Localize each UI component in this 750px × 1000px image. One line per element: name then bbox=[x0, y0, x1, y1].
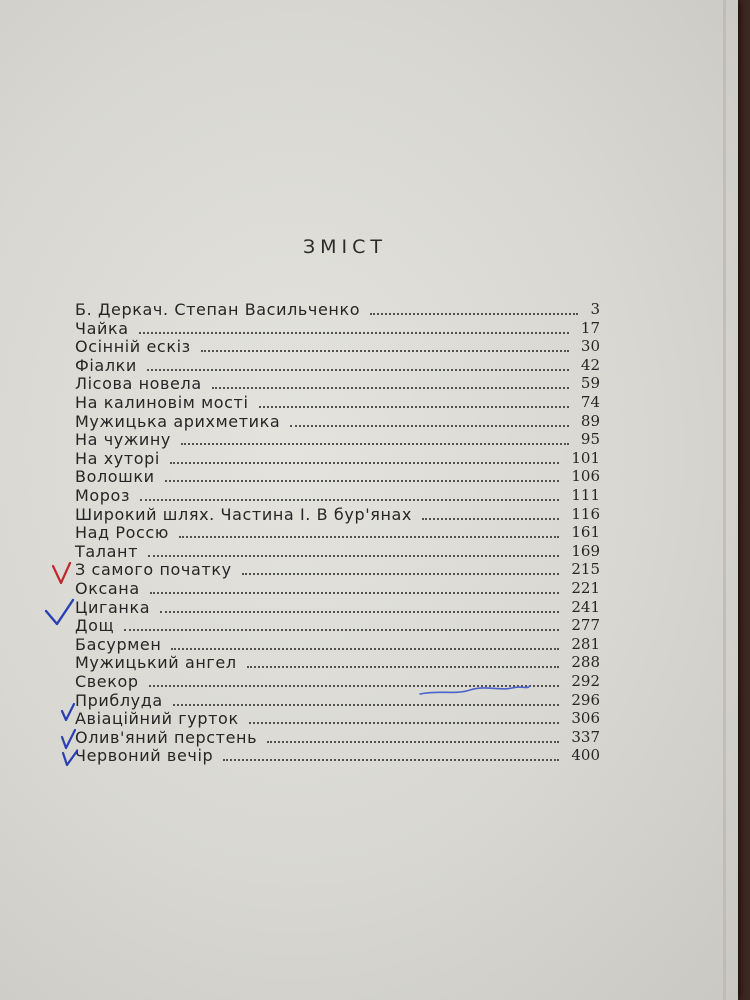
toc-entry bbox=[75, 467, 600, 486]
toc-leader-dots bbox=[173, 700, 560, 706]
toc-entry bbox=[75, 728, 600, 747]
toc-leader-dots bbox=[242, 569, 560, 575]
toc-page-number: 42 bbox=[580, 355, 600, 374]
toc-entry-title: Фіалки bbox=[75, 355, 137, 375]
toc-leader-dots bbox=[212, 383, 569, 389]
toc-entry bbox=[75, 523, 600, 542]
toc-page-number: 116 bbox=[571, 504, 600, 523]
toc-entry bbox=[75, 486, 600, 505]
toc-page-number: 296 bbox=[571, 690, 600, 709]
toc-entry-title: Басурмен bbox=[75, 634, 162, 654]
toc-entry bbox=[75, 598, 600, 617]
toc-entry-title: Волошки bbox=[75, 467, 155, 487]
toc-leader-dots bbox=[201, 346, 569, 352]
toc-leader-dots bbox=[370, 309, 578, 315]
toc-leader-dots bbox=[149, 681, 560, 687]
toc-page-number: 241 bbox=[571, 597, 600, 616]
toc-page-number: 111 bbox=[571, 486, 600, 504]
toc-entry-title: Свекор bbox=[75, 672, 139, 691]
toc-entry-title: Б. Деркач. Степан Васильченко bbox=[75, 300, 361, 319]
toc-page-number: 169 bbox=[571, 541, 600, 560]
toc-entry bbox=[75, 635, 600, 654]
toc-entry bbox=[75, 709, 600, 728]
toc-page-number: 400 bbox=[571, 746, 600, 765]
toc-page-number: 306 bbox=[571, 709, 600, 728]
toc-entry-title: Чайка bbox=[75, 318, 129, 338]
toc-entry bbox=[75, 449, 600, 468]
toc-page-number: 89 bbox=[580, 411, 600, 430]
toc-page-number: 106 bbox=[571, 467, 600, 486]
toc-leader-dots bbox=[223, 755, 559, 761]
toc-entry bbox=[75, 691, 600, 710]
toc-entry bbox=[75, 319, 600, 338]
toc-leader-dots bbox=[150, 588, 560, 594]
toc-entry bbox=[75, 505, 600, 524]
toc-entry bbox=[75, 356, 600, 375]
toc-leader-dots bbox=[171, 644, 559, 650]
toc-leader-dots bbox=[170, 458, 559, 464]
toc-leader-dots bbox=[148, 551, 559, 557]
toc-entry-title: Мороз bbox=[75, 486, 131, 505]
toc-entry-title: Червоний вечір bbox=[75, 746, 214, 766]
toc-entry bbox=[75, 746, 600, 765]
toc-entry-title: Широкий шлях. Частина І. В бур'янах bbox=[75, 504, 412, 524]
toc-leader-dots bbox=[160, 607, 559, 613]
toc-page-number: 3 bbox=[590, 300, 600, 318]
toc-entry-title: Авіаційний гурток bbox=[75, 709, 239, 729]
toc-leader-dots bbox=[179, 532, 559, 538]
toc-leader-dots bbox=[259, 402, 569, 408]
toc-page-number: 292 bbox=[571, 672, 600, 690]
toc-entry-title: Мужицька арихметика bbox=[75, 411, 281, 431]
toc-leader-dots bbox=[247, 662, 560, 668]
toc-entry bbox=[75, 412, 600, 431]
toc-entry bbox=[75, 337, 600, 356]
toc-page-number: 281 bbox=[571, 634, 600, 653]
toc-entry bbox=[75, 653, 600, 672]
toc-entry-title: На хуторі bbox=[75, 448, 160, 468]
toc-entry bbox=[75, 579, 600, 598]
toc-entry-title: На калиновім мості bbox=[75, 393, 249, 412]
toc-page-number: 17 bbox=[580, 318, 600, 337]
toc-entry bbox=[75, 393, 600, 412]
page-edge bbox=[723, 0, 726, 1000]
toc-entry-title: Над Россю bbox=[75, 523, 169, 543]
toc-entry-title: Лісова новела bbox=[75, 374, 202, 394]
toc-page-number: 221 bbox=[571, 579, 600, 597]
toc-leader-dots bbox=[124, 625, 559, 631]
toc-entry-title: Циганка bbox=[75, 597, 151, 617]
toc-entry-title: Талант bbox=[75, 541, 138, 561]
toc-leader-dots bbox=[422, 514, 559, 520]
toc-page-number: 30 bbox=[580, 337, 600, 356]
toc-page-number: 288 bbox=[571, 653, 600, 672]
toc-entry-title: З самого початку bbox=[75, 560, 232, 580]
toc-entry bbox=[75, 542, 600, 561]
toc-entry-title: Оксана bbox=[75, 579, 140, 598]
toc-entry-title: На чужину bbox=[75, 430, 171, 450]
toc-entry-title: Дощ bbox=[75, 616, 115, 636]
toc-entry bbox=[75, 616, 600, 635]
toc-entry bbox=[75, 560, 600, 579]
toc-page-number: 215 bbox=[571, 560, 600, 579]
toc-entry-title: Олив'яний перстень bbox=[75, 727, 258, 747]
toc-leader-dots bbox=[267, 737, 559, 743]
toc-leader-dots bbox=[290, 421, 569, 427]
toc-page-number: 161 bbox=[571, 523, 600, 542]
toc-page-number: 95 bbox=[580, 430, 600, 449]
toc-entry bbox=[75, 300, 600, 319]
toc-leader-dots bbox=[139, 328, 569, 334]
toc-leader-dots bbox=[181, 439, 569, 445]
toc-entry-title: Осінній ескіз bbox=[75, 337, 191, 357]
toc-leader-dots bbox=[147, 365, 569, 371]
toc-leader-dots bbox=[140, 495, 559, 501]
page-title: ЗМІСТ bbox=[302, 236, 388, 258]
toc-page-number: 277 bbox=[571, 616, 600, 635]
toc-page-number: 337 bbox=[571, 727, 600, 746]
toc-leader-dots bbox=[249, 718, 560, 724]
toc-entry-title: Мужицький ангел bbox=[75, 653, 237, 673]
toc-page-number: 74 bbox=[580, 393, 600, 411]
toc-page-number: 101 bbox=[571, 448, 600, 467]
toc-entry-title: Приблуда bbox=[75, 690, 163, 710]
toc-leader-dots bbox=[165, 476, 560, 482]
toc-entry bbox=[75, 672, 600, 691]
toc-entry bbox=[75, 430, 600, 449]
toc-entry bbox=[75, 374, 600, 393]
toc-page-number: 59 bbox=[580, 374, 600, 393]
